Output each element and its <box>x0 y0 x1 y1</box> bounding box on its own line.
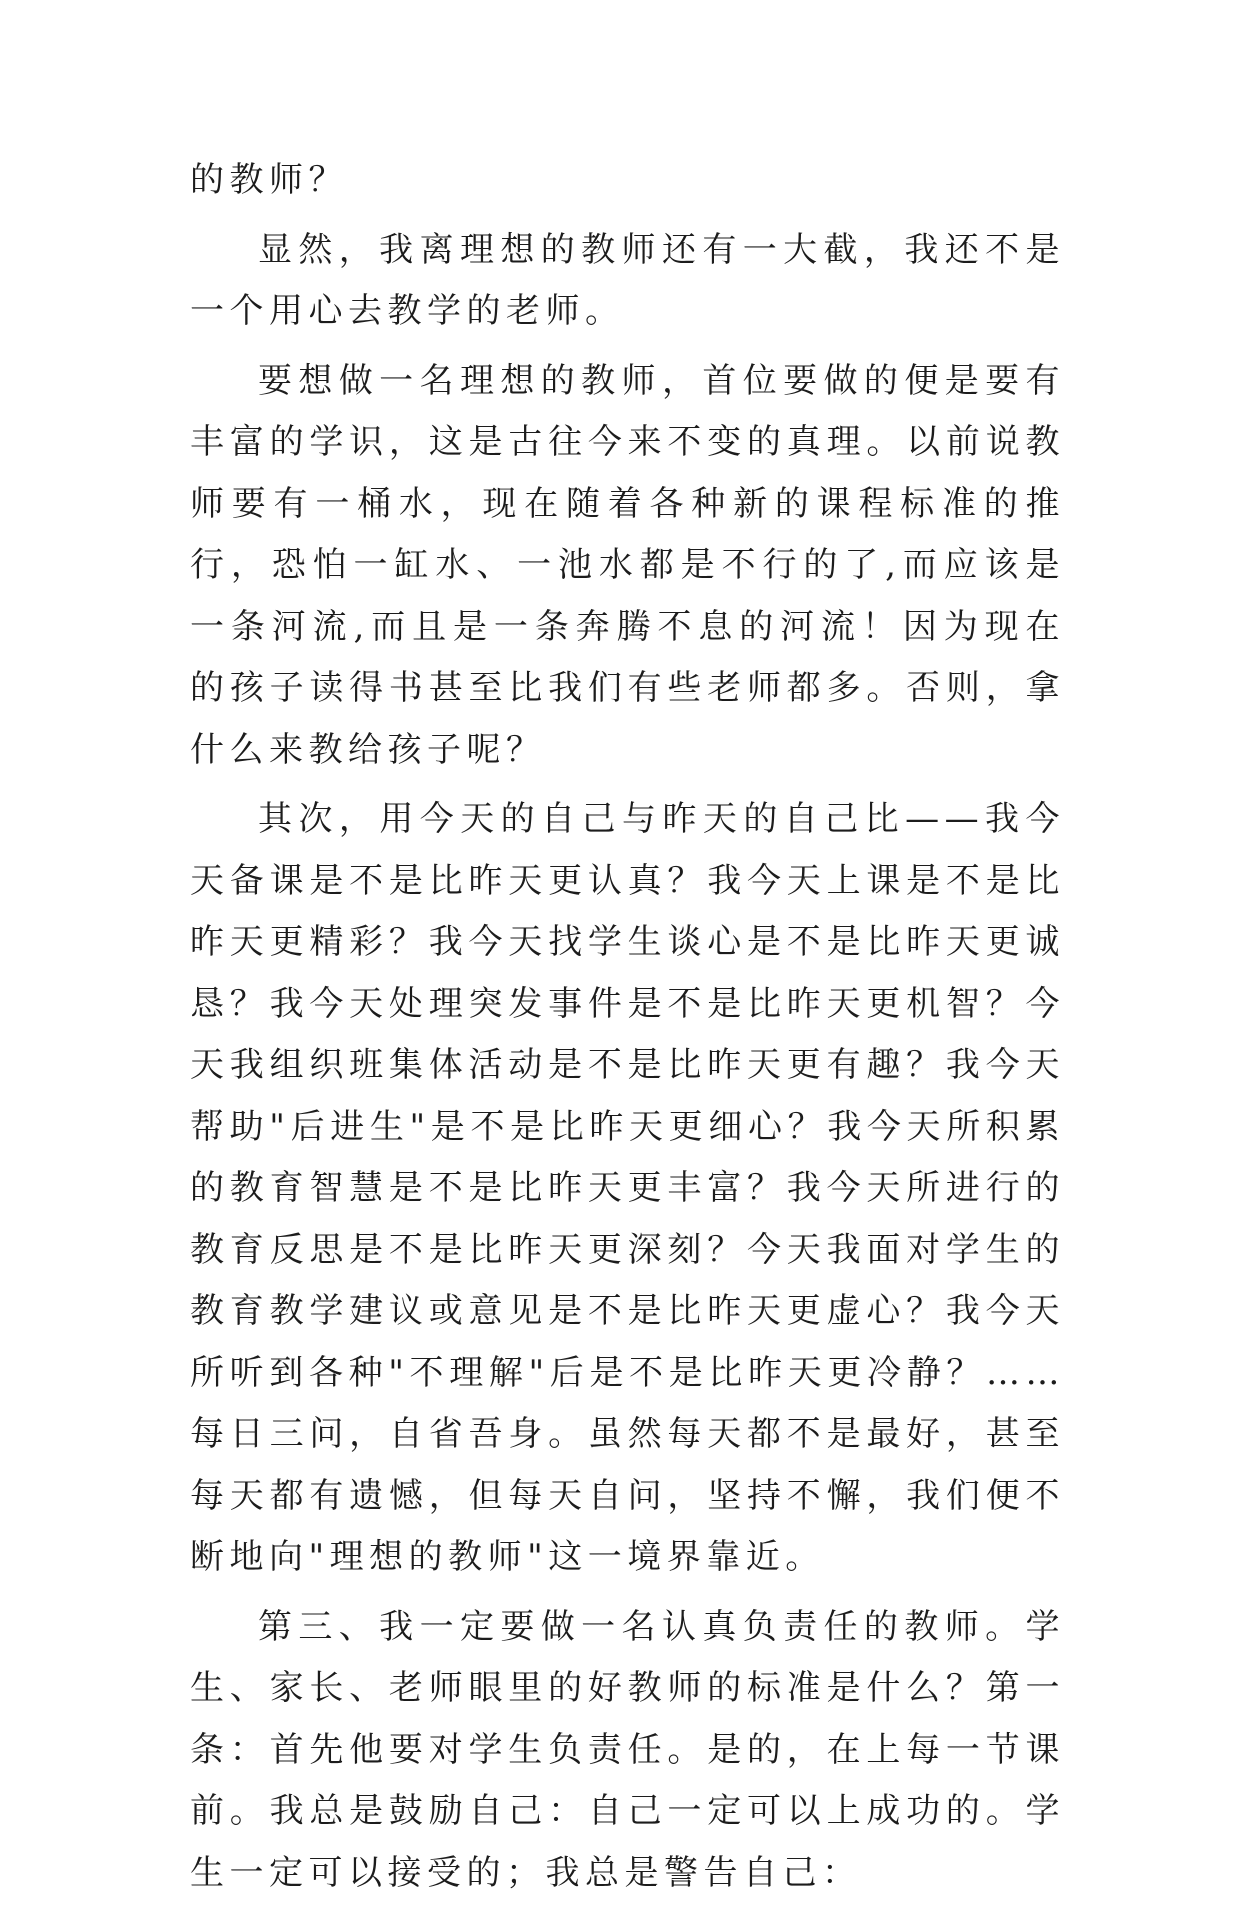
paragraph: 要想做一名理想的教师，首位要做的便是要有丰富的学识，这是古往今来不变的真理。以前说教师要有一桶水，现在随着各种新的课程标准的推行，恐怕一缸水、一池水都是不行的了,而应该是一条河流,而且是一条奔腾不息的河流！因为现在的孩子读得书甚至比我们有些老师都多。否则，拿什么来教给孩子呢？ <box>190 360 1065 770</box>
paragraph: 第三、我一定要做一名认真负责任的教师。学生、家长、老师眼里的好教师的标准是什么？第一条：首先他要对学生负责任。是的，在上每一节课前。我总是鼓励自己：自己一定可以上成功的。学生一定可以接受的；我总是警告自己： <box>190 1606 1065 1893</box>
paragraph: 显然，我离理想的教师还有一大截，我还不是一个用心去教学的老师。 <box>190 229 1065 331</box>
paragraph: 其次，用今天的自己与昨天的自己比——我今天备课是不是比昨天更认真？我今天上课是不是比昨天更精彩？我今天找学生谈心是不是比昨天更诚恳？我今天处理突发事件是不是比昨天更机智？今天我组织班集体活动是不是比昨天更有趣？我今天帮助"后进生"是不是比昨天更细心？我今天所积累的教育智慧是不是比昨天更丰富？我今天所进行的教育反思是不是比昨天更深刻？今天我面对学生的教育教学建议或意见是不是比昨天更虚心？我今天所听到各种"不理解"后是不是比昨天更冷静？……每日三问，自省吾身。虽然每天都不是最好，甚至每天都有遗憾，但每天自问，坚持不懈，我们便不断地向"理想的教师"这一境界靠近。 <box>190 799 1065 1577</box>
paragraph-continued: 的教师？ <box>190 160 348 200</box>
document-body <box>190 150 1065 1912</box>
